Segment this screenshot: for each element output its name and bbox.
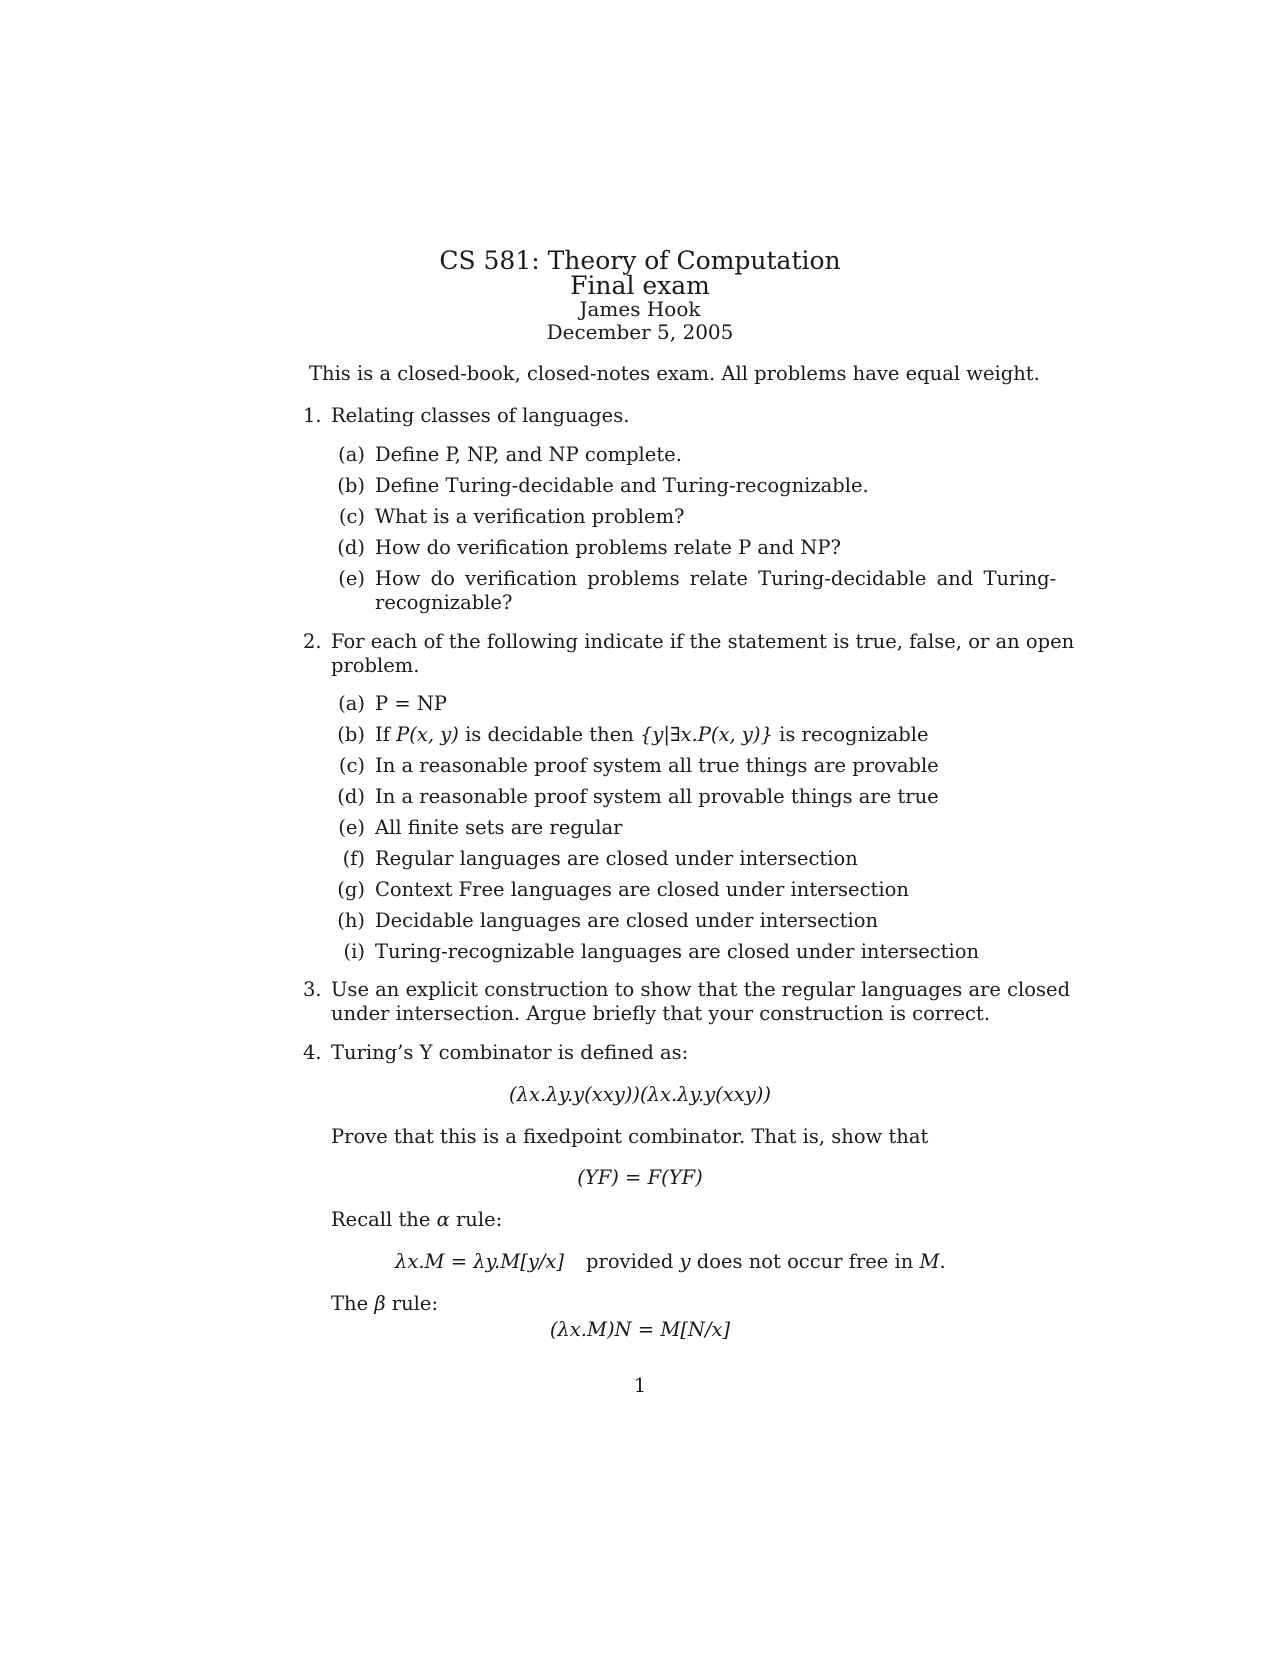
q2-item-g — [325, 878, 909, 901]
item-label: (a) — [338, 443, 365, 466]
item-text-pre: If — [375, 723, 397, 746]
q1-item-e-cont: recognizable? — [375, 591, 513, 614]
beta-symbol: β — [374, 1292, 386, 1315]
item-label: (h) — [337, 909, 365, 932]
fixpoint-equation: (YF) = F(YF) — [577, 1166, 703, 1189]
alpha-proviso-pre: provided — [586, 1250, 680, 1273]
q1-item-c — [325, 505, 685, 528]
q2-item-f — [325, 847, 858, 870]
item-label: (b) — [337, 474, 365, 497]
question-2-text: For each of the following indicate if the statement is true, false, or an open — [331, 630, 1075, 653]
q2-item-h — [325, 909, 878, 932]
beta-rule-equation: (λx.M)N = M[N/x] — [549, 1318, 731, 1341]
item-label: (e) — [338, 567, 365, 590]
q2-item-b — [325, 723, 929, 746]
math-set: {y|∃x.P(x, y)} — [639, 723, 773, 746]
alpha-symbol: α — [436, 1208, 450, 1231]
item-label: (d) — [337, 536, 365, 559]
alpha-proviso-var: y — [679, 1250, 691, 1273]
y-combinator-equation: (λx.λy.y(xxy))(λx.λy.y(xxy)) — [509, 1083, 771, 1106]
alpha-proviso-mid: does not occur free in — [690, 1250, 920, 1273]
date: December 5, 2005 — [546, 320, 734, 344]
author: James Hook — [579, 297, 701, 321]
question-3 — [303, 978, 1070, 1001]
alpha-recall-pre: Recall the — [331, 1208, 437, 1231]
prove-text: Prove that this is a fixedpoint combinator. That is, show that — [331, 1125, 929, 1148]
question-1 — [303, 404, 629, 427]
q1-item-d — [325, 536, 841, 559]
item-text: What is a verification problem? — [375, 505, 685, 528]
q1-item-a — [325, 443, 682, 466]
item-text: P = NP — [375, 692, 448, 715]
item-text: How do verification problems relate Turing-decidable and Turing- — [375, 567, 1057, 590]
question-4-text: Turing’s Y combinator is defined as: — [331, 1041, 689, 1064]
item-text: Define Turing-decidable and Turing-recognizable. — [375, 474, 869, 497]
item-label: (e) — [338, 816, 365, 839]
page-number: 1 — [633, 1374, 647, 1397]
item-text: Context Free languages are closed under intersection — [375, 878, 909, 901]
beta-recall — [331, 1292, 438, 1315]
item-label: (b) — [337, 723, 365, 746]
alpha-rule — [395, 1250, 946, 1273]
question-3-number: 3. — [303, 978, 322, 1001]
q2-item-d — [325, 785, 939, 808]
item-label: (g) — [337, 878, 365, 901]
q2-item-i — [325, 940, 979, 963]
item-text: Define P, NP, and NP complete. — [375, 443, 682, 466]
alpha-proviso-end: . — [939, 1250, 946, 1273]
item-label: (i) — [343, 940, 365, 963]
alpha-proviso-term: M — [919, 1250, 940, 1273]
item-text: All finite sets are regular — [375, 816, 623, 839]
item-text: Regular languages are closed under intersection — [375, 847, 858, 870]
beta-recall-pre: The — [331, 1292, 375, 1315]
q2-item-a — [325, 692, 447, 715]
item-text-post: is recognizable — [772, 723, 929, 746]
course-title: CS 581: Theory of Computation — [439, 246, 841, 275]
q1-item-b — [325, 474, 869, 497]
beta-recall-post: rule: — [385, 1292, 439, 1315]
question-3-text: Use an explicit construction to show that the regular languages are closed — [331, 978, 1071, 1001]
item-text: How do verification problems relate P and NP? — [375, 536, 841, 559]
item-text: Decidable languages are closed under intersection — [375, 909, 879, 932]
question-1-text: Relating classes of languages. — [331, 404, 630, 427]
item-label: (a) — [338, 692, 365, 715]
question-1-number: 1. — [303, 404, 322, 427]
alpha-recall-post: rule: — [449, 1208, 503, 1231]
item-label: (f) — [342, 847, 365, 870]
item-text: Turing-recognizable languages are closed under intersection — [375, 940, 980, 963]
q2-item-e — [325, 816, 623, 839]
alpha-recall — [331, 1208, 502, 1231]
item-label: (c) — [338, 754, 365, 777]
item-text: In a reasonable proof system all provable things are true — [375, 785, 939, 808]
question-2-number: 2. — [303, 630, 322, 653]
q2-item-c — [325, 754, 939, 777]
item-label: (d) — [337, 785, 365, 808]
item-label: (c) — [338, 505, 365, 528]
item-text-mid: is decidable then — [458, 723, 640, 746]
item-text: In a reasonable proof system all true things are provable — [375, 754, 939, 777]
alpha-rule-equation: λx.M = λy.M[y/x] — [395, 1250, 565, 1273]
question-4 — [303, 1041, 688, 1064]
intro-text: This is a closed-book, closed-notes exam. All problems have equal weight. — [309, 362, 1040, 385]
q1-item-e — [325, 567, 1056, 590]
math-predicate: P(x, y) — [396, 723, 459, 746]
question-2 — [303, 630, 1074, 653]
question-3-text-cont: under intersection. Argue briefly that your construction is correct. — [331, 1002, 990, 1025]
exam-title: Final exam — [570, 271, 710, 300]
question-4-number: 4. — [303, 1041, 322, 1064]
question-2-text-cont: problem. — [331, 654, 420, 677]
